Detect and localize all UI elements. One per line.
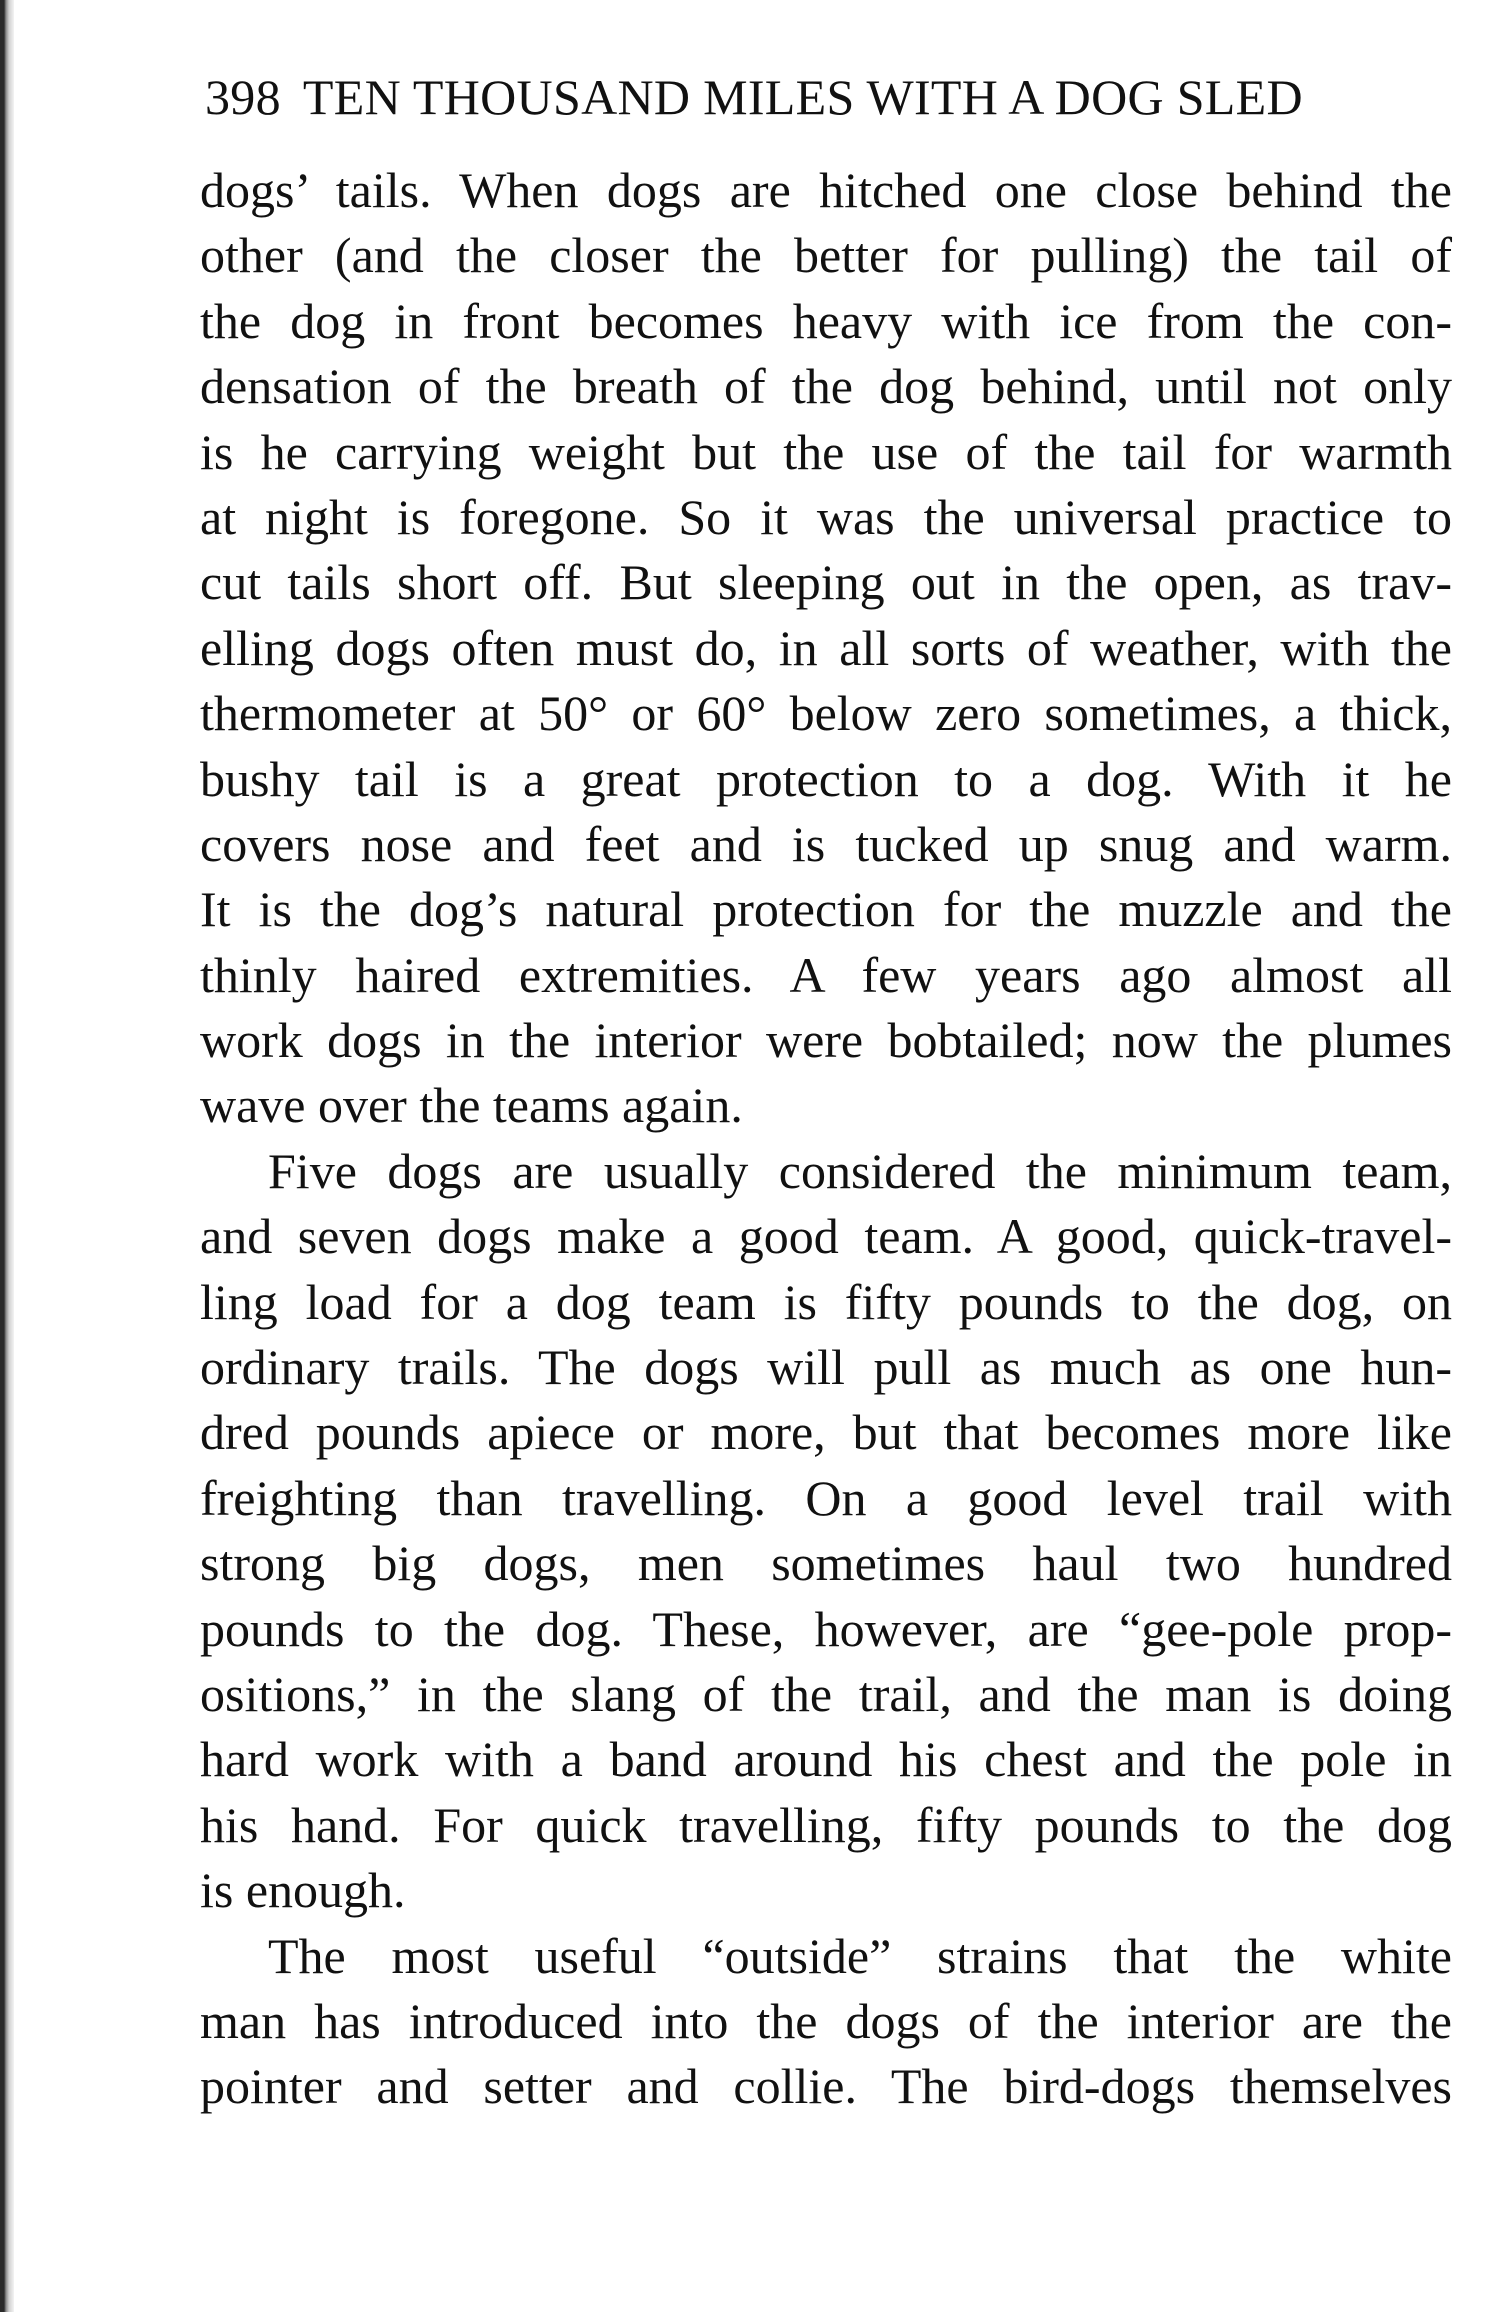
text-line: hard work with a band around his chest and the pole in [200,1731,1452,1788]
text-line: dred pounds apiece or more, but that becomes more like [200,1404,1452,1461]
text-line: wave over the teams again. [200,1077,743,1134]
page-binding-edge [0,0,14,2312]
paragraph-3 [200,1924,1452,2120]
text-line: and seven dogs make a good team. A good, quick-travel- [200,1208,1452,1265]
text-line: thermometer at 50° or 60° below zero sometimes, a thick, [200,685,1452,742]
text-line: the dog in front becomes heavy with ice from the con- [200,292,1452,349]
text-line: work dogs in the interior were bobtailed; now the plumes [200,1012,1452,1069]
page-number: 398 [205,69,281,125]
text-line: is he carrying weight but the use of the tail for warmth [200,423,1452,480]
text-line: at night is foregone. So it was the universal practice to [200,488,1452,545]
text-line: ordinary trails. The dogs will pull as much as one hun- [200,1339,1452,1396]
text-line: It is the dog’s natural protection for the muzzle and the [200,881,1452,938]
text-line: is enough. [200,1862,406,1919]
text-line: Five dogs are usually considered the minimum team, [268,1142,1452,1199]
text-line: bushy tail is a great protection to a dog. With it he [200,750,1452,807]
paragraph-1 [200,158,1452,1139]
text-line: pounds to the dog. These, however, are “gee-pole prop- [200,1600,1452,1657]
text-line: covers nose and feet and is tucked up snug and warm. [200,815,1452,872]
text-line: man has introduced into the dogs of the interior are the [200,1992,1452,2049]
text-line: his hand. For quick travelling, fifty pounds to the dog [200,1796,1452,1853]
text-line: ling load for a dog team is fifty pounds to the dog, on [200,1273,1452,1330]
paragraph-2 [200,1139,1452,1924]
running-title: TEN THOUSAND MILES WITH A DOG SLED [302,69,1303,125]
text-line: strong big dogs, men sometimes haul two hundred [200,1535,1452,1592]
text-line: ositions,” in the slang of the trail, and the man is doing [200,1665,1452,1722]
text-line: The most useful “outside” strains that the white [268,1927,1452,1984]
body-text [200,158,1452,2120]
running-head [205,62,1445,132]
text-line: freighting than travelling. On a good level trail with [200,1469,1452,1526]
text-line: cut tails short off. But sleeping out in the open, as trav- [200,554,1452,611]
text-line: other (and the closer the better for pulling) the tail of [200,227,1452,284]
text-line: densation of the breath of the dog behind, until not only [200,358,1452,415]
text-line: dogs’ tails. When dogs are hitched one close behind the [200,162,1452,218]
text-line: pointer and setter and collie. The bird-dogs themselves [200,2058,1452,2115]
text-line: thinly haired extremities. A few years ago almost all [200,946,1452,1003]
text-line: elling dogs often must do, in all sorts of weather, with the [200,619,1452,676]
